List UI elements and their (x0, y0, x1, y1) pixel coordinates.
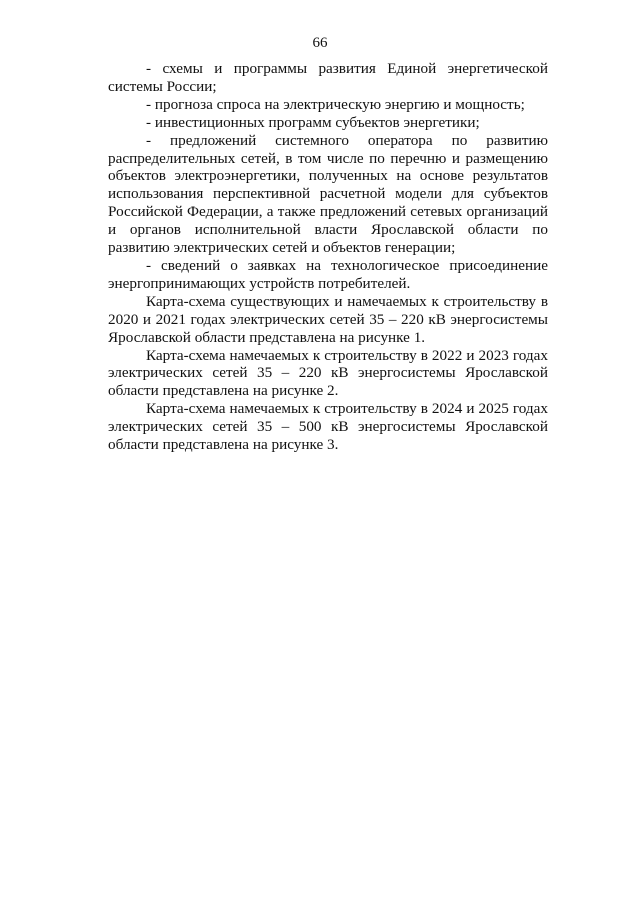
document-body (108, 60, 548, 454)
list-item-connection-requests: - сведений о заявках на технологическое присоединение энергопринимающих устройств потребителей. (108, 256, 548, 292)
paragraph-map-figure-1: Карта-схема существующих и намечаемых к строительству в 2020 и 2021 годах электрических сетей 35 – 220 кВ энергосистемы Ярославской области представлена на рисунке 1. (108, 292, 548, 346)
list-item-system-operator-proposals: - предложений системного оператора по развитию распределительных сетей, в том числе по перечню и размещению объектов электроэнергетики, полученных на основе результатов использования перспективной расчетной модели для субъектов Российской Федерации, а также предложений сетевых организаций и органов исполнительной власти Ярославской области по развитию электрических сетей и объектов генерации; (108, 131, 548, 257)
paragraph-map-figure-2: Карта-схема намечаемых к строительству в 2022 и 2023 годах электрических сетей 35 – 220 кВ энергосистемы Ярославской области представлена на рисунке 2. (108, 346, 548, 400)
list-item-investment-programs: - инвестиционных программ субъектов энергетики; (146, 113, 480, 131)
list-item-demand-forecast: - прогноза спроса на электрическую энергию и мощность; (146, 95, 525, 113)
paragraph-map-figure-3: Карта-схема намечаемых к строительству в 2024 и 2025 годах электрических сетей 35 – 500 кВ энергосистемы Ярославской области представлена на рисунке 3. (108, 400, 548, 454)
page-number: 66 (312, 35, 328, 51)
list-item-power-system-scheme: - схемы и программы развития Единой энергетической системы России; (108, 60, 548, 95)
